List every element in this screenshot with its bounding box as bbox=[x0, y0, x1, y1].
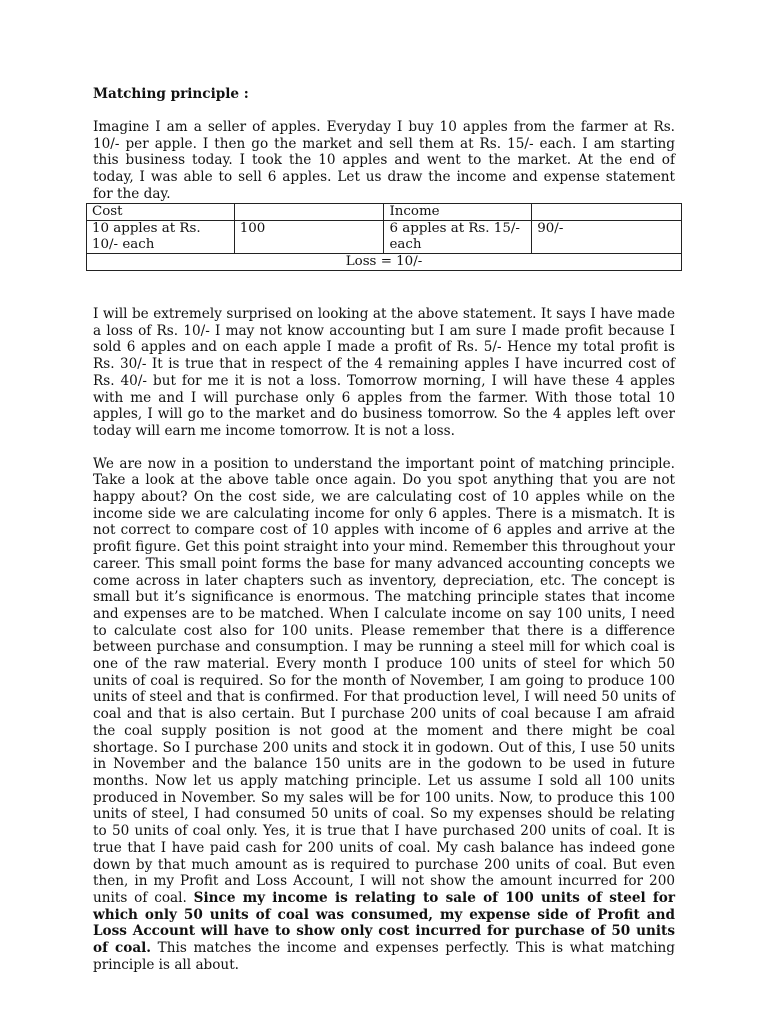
income-expense-table bbox=[86, 203, 682, 271]
document-page bbox=[92, 86, 675, 973]
table-cell bbox=[532, 204, 682, 221]
table-cell: 90/- bbox=[532, 221, 682, 254]
loss-result: Loss = 10/- bbox=[87, 254, 682, 271]
table-total-row bbox=[87, 254, 682, 271]
paragraph-1: I will be extremely surprised on looking at the above statement. It says I have made a loss of Rs. 10/- I may not know accounting but I am sure I made profit because I sold 6 apples and on each apple I made a profit of Rs. 5/- Hence my total profit is Rs. 30/- It is true that in respect of the 4 remaining apples I have incurred cost of Rs. 40/- but for me it is not a loss. Tomorrow morning, I will have these 4 apples with me and I will purchase only 6 apples from the farmer. With those total 10 apples, I will go to the market and do business tomorrow. So the 4 apples left over today will earn me income tomorrow. It is not a loss. bbox=[93, 306, 675, 439]
table-header-row bbox=[87, 204, 682, 221]
paragraph-2 bbox=[93, 456, 675, 974]
table-cell: Income bbox=[384, 204, 532, 221]
table-cell bbox=[234, 204, 384, 221]
intro-paragraph: Imagine I am a seller of apples. Everyday I buy 10 apples from the farmer at Rs. 10/- per apple. I then go the market and sell them at Rs. 15/- each. I am starting this business today. I took the 10 apples and went to the market. At the end of today, I was able to sell 6 apples. Let us draw the income and expense statement for the day. bbox=[93, 119, 675, 202]
table-cell: 10 apples at Rs. 10/- each bbox=[87, 221, 235, 254]
table-cell: 6 apples at Rs. 15/- each bbox=[384, 221, 532, 254]
table-cell: 100 bbox=[234, 221, 384, 254]
table-cell: Cost bbox=[87, 204, 235, 221]
section-heading: Matching principle : bbox=[93, 86, 249, 102]
body-text bbox=[93, 306, 675, 973]
paragraph-2-tail: This matches the income and expenses perfectly. This is what matching principle is all about. bbox=[93, 940, 675, 973]
table-row bbox=[87, 221, 682, 254]
paragraph-2-bold: Since my income is relating to sale of 100 units of steel for which only 50 units of coal was consumed, my expense side of Profit and Loss Account will have to show only cost incurred for purchase of 50 units of coal. bbox=[93, 889, 675, 957]
paragraph-2-text: We are now in a position to understand the important point of matching principle. Take a look at the above table once again. Do you spot anything that you are not happy about? On the cost side, we are calculating cost of 10 apples while on the income side we are calculating income for only 6 apples. There is a mismatch. It is not correct to compare cost of 10 apples with income of 6 apples and arrive at the profit figure. Get this point straight into your mind. Remember this throughout your career. This small point forms the base for many advanced accounting concepts we come across in later chapters such as inventory, depreciation, etc. The concept is small but it’s significance is enormous. The matching principle states that income and expenses are to be matched. When I calculate income on say 100 units, I need to calculate cost also for 100 units. Please remember that there is a difference between purchase and consumption. I may be running a steel mill for which coal is one of the raw material. Every month I produce 100 units of steel for which 50 units of coal is required. So for the month of November, I am going to produce 100 units of steel and that is confirmed. For that production level, I will need 50 units of coal and that is also certain. But I purchase 200 units of coal because I am afraid the coal supply position is not good at the moment and there might be coal shortage. So I purchase 200 units and stock it in godown. Out of this, I use 50 units in November and the balance 150 units are in the godown to be used in future months. Now let us apply matching principle. Let us assume I sold all 100 units produced in November. So my sales will be for 100 units. Now, to produce this 100 units of steel, I had consumed 50 units of coal. So my expenses should be relating to 50 units of coal only. Yes, it is true that I have purchased 200 units of coal. It is true that I have paid cash for 200 units of coal. My cash balance has indeed gone down by that much amount as is required to purchase 200 units of coal. But even then, in my Profit and Loss Account, I will not show the amount incurred for 200 units of coal. bbox=[93, 455, 675, 906]
